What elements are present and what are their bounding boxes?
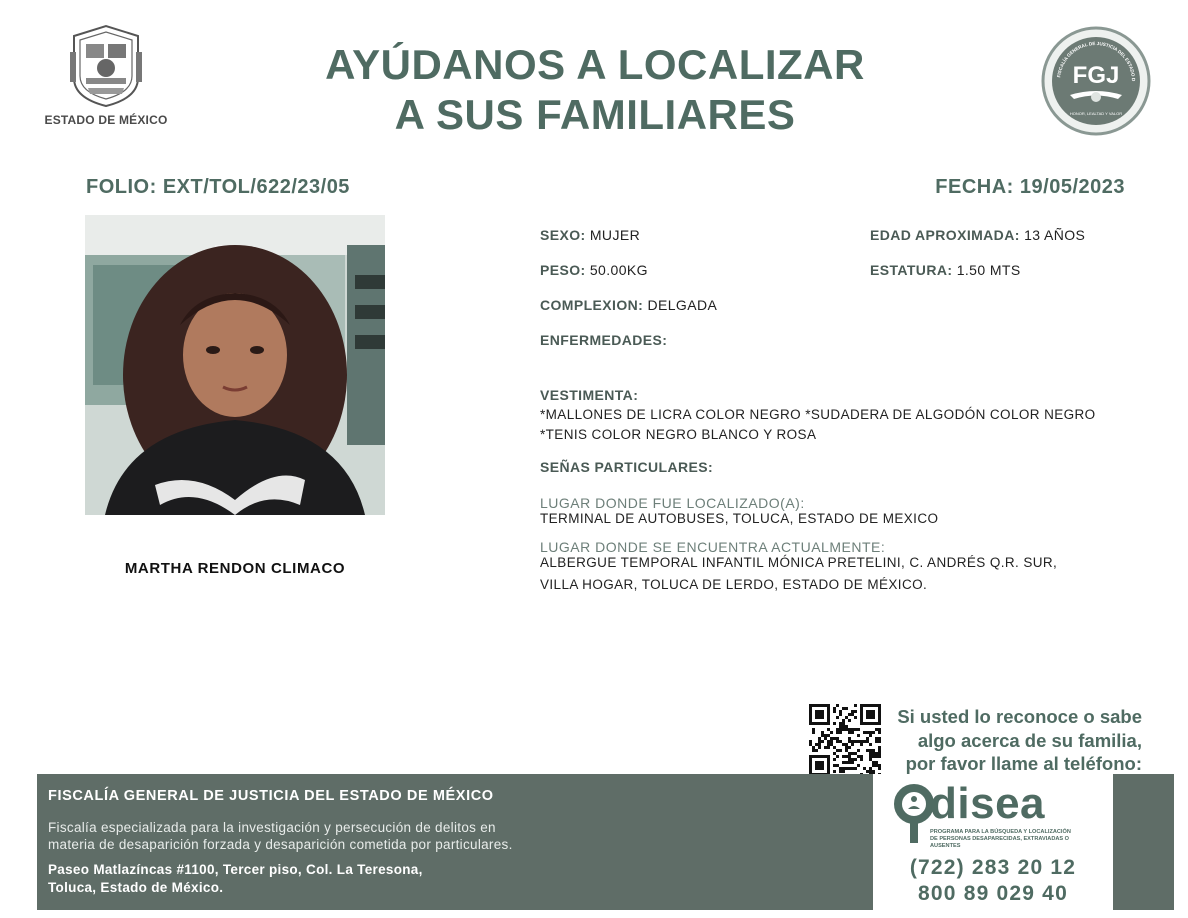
fgj-ring-text: FISCALÍA GENERAL DE JUSTICIA DEL ESTADO D	[1056, 40, 1137, 82]
odisea-subtitle	[930, 829, 1100, 850]
lugar-actual-label: LUGAR DONDE SE ENCUENTRA ACTUALMENTE:	[540, 539, 886, 555]
report-date: FECHA: 19/05/2023	[935, 176, 1125, 198]
folio-number: FOLIO: EXT/TOL/622/23/05	[86, 176, 350, 198]
fgj-text: FGJ	[1072, 62, 1120, 89]
lugar-localizado-label: LUGAR DONDE FUE LOCALIZADO(A):	[540, 495, 805, 511]
footer-addr-line-2: Toluca, Estado de México.	[48, 879, 224, 895]
odisea-logo-word: disea	[930, 779, 1046, 828]
complexion-label: COMPLEXION:	[540, 297, 644, 313]
sexo-field	[540, 227, 640, 243]
sexo-value: MUJER	[589, 227, 641, 243]
footer-right-strip	[1113, 774, 1174, 910]
senas-particulares-label: SEÑAS PARTICULARES:	[540, 459, 714, 475]
peso-label: PESO:	[540, 262, 586, 278]
qr-code[interactable]	[809, 704, 881, 776]
estatura-value: 1.50 MTS	[956, 262, 1021, 278]
lugar-actual-line-1: ALBERGUE TEMPORAL INFANTIL MÓNICA PRETELINI, C. ANDRÉS Q.R. SUR,	[540, 555, 1058, 570]
footer-address	[48, 861, 648, 896]
fgj-seal-logo	[1040, 25, 1152, 137]
lugar-localizado-value: TERMINAL DE AUTOBUSES, TOLUCA, ESTADO DE MEXICO	[540, 511, 939, 526]
person-name: MARTHA RENDON CLIMACO	[124, 560, 346, 577]
edad-label: EDAD APROXIMADA:	[870, 227, 1020, 243]
peso-value: 50.00KG	[589, 262, 648, 278]
peso-field	[540, 262, 648, 278]
enfermedades-label: ENFERMEDADES:	[540, 332, 668, 348]
footer-desc-line-1: Fiscalía especializada para la investigación y persecución de delitos en	[48, 820, 496, 835]
odisea-sub-line-2: DE PERSONAS DESAPARECIDAS, EXTRAVIADAS O	[930, 835, 1070, 842]
lugar-actual-line-2: VILLA HOGAR, TOLUCA DE LERDO, ESTADO DE MÉXICO.	[540, 577, 928, 592]
edad-value: 13 AÑOS	[1024, 227, 1086, 243]
footer-title: FISCALÍA GENERAL DE JUSTICIA DEL ESTADO DE MÉXICO	[48, 788, 494, 804]
footer-desc-line-2: materia de desaparición forzada y desaparición cometida por particulares.	[48, 836, 513, 852]
title-line-2: A SUS FAMILIARES	[394, 91, 796, 139]
call-to-action	[880, 705, 1142, 776]
odisea-sub-line-1: PROGRAMA PARA LA BÚSQUEDA Y LOCALIZACIÓN	[930, 829, 1071, 835]
estado-de-mexico-coat-of-arms-logo	[66, 22, 146, 108]
fgj-motto: HONOR, LEALTAD Y VALOR	[1069, 111, 1123, 116]
estado-de-mexico-label: ESTADO DE MÉXICO	[44, 113, 168, 127]
page-title	[300, 40, 890, 141]
title-line-1: AYÚDANOS A LOCALIZAR	[325, 41, 865, 88]
footer-addr-line-1: Paseo Matlazíncas #1100, Tercer piso, Col. La Teresona,	[48, 862, 423, 877]
odisea-sub-line-3: AUSENTES	[930, 842, 961, 849]
location-pin-icon	[893, 783, 935, 845]
complexion-value: DELGADA	[647, 297, 718, 313]
phone-number-2[interactable]: 800 89 029 40	[918, 882, 1068, 905]
vestimenta-label: VESTIMENTA:	[540, 387, 639, 403]
complexion-field	[540, 297, 717, 313]
estatura-label: ESTATURA:	[870, 262, 953, 278]
call-line-1: Si usted lo reconoce o sabe	[897, 706, 1142, 727]
vestimenta-line-2: *TENIS COLOR NEGRO BLANCO Y ROSA	[540, 427, 817, 442]
vestimenta-line-1: *MALLONES DE LICRA COLOR NEGRO *SUDADERA DE ALGODÓN COLOR NEGRO	[540, 407, 1096, 422]
footer-description	[48, 820, 648, 854]
estatura-field	[870, 262, 1021, 278]
phone-number-1[interactable]: (722) 283 20 12	[909, 856, 1077, 879]
sexo-label: SEXO:	[540, 227, 586, 243]
edad-field	[870, 227, 1085, 243]
call-line-3: por favor llame al teléfono:	[905, 753, 1142, 775]
call-line-2: algo acerca de su familia,	[917, 729, 1142, 751]
person-photo	[85, 215, 385, 515]
